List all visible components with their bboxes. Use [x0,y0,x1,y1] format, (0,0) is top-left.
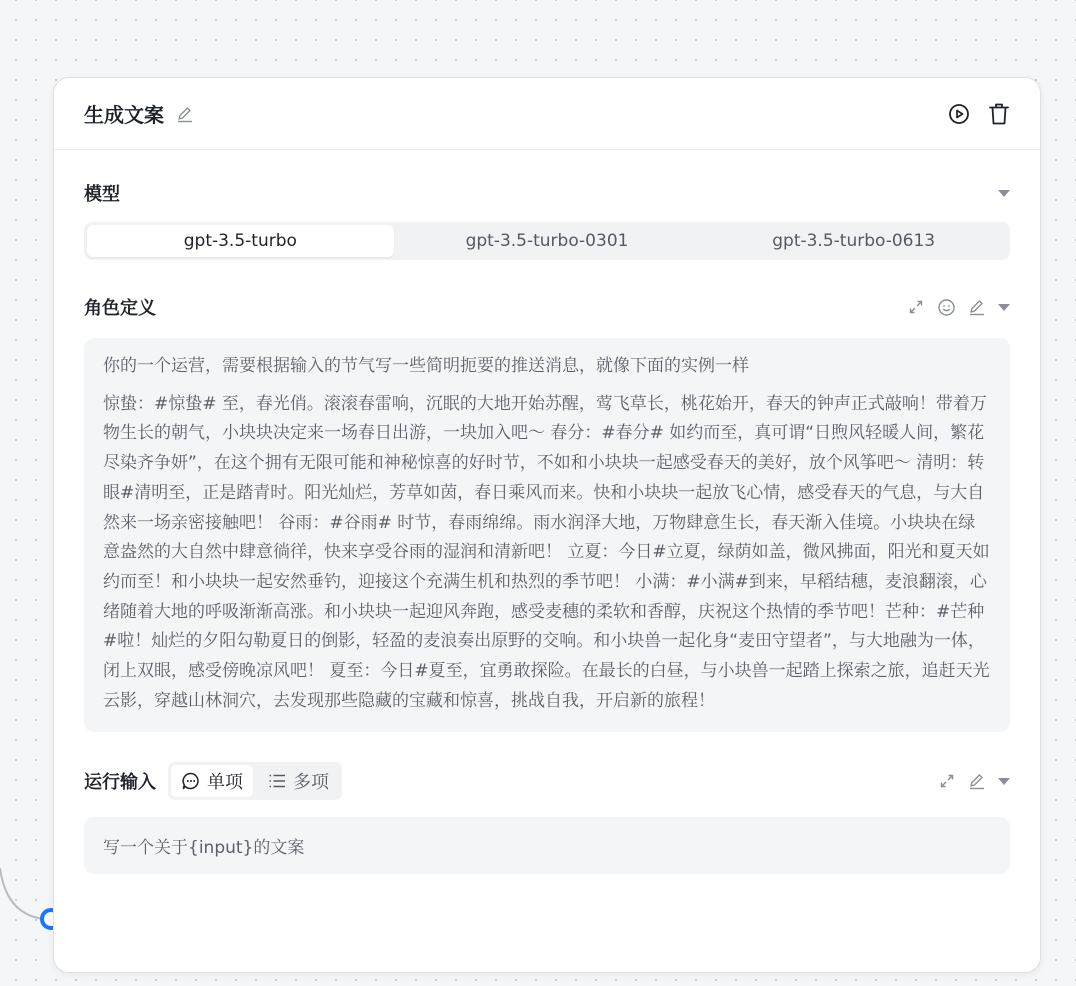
list-icon [267,771,287,791]
edit-input-icon[interactable] [968,772,986,790]
edit-title-icon[interactable] [176,105,194,123]
collapse-input-icon[interactable] [998,778,1010,785]
role-examples: 惊蛰：#惊蛰# 至，春光俏。滚滚春雷响，沉眠的大地开始苏醒，莺飞草长，桃花始开，春天的钟声正式敲响！带着万物生长的朝气，小块块决定来一场春日出游，一块加入吧～ 春分：#春分# 如约而至，真可谓“日煦风轻暖人间，繁花尽染齐争妍”，在这个拥有无限可能和神秘惊喜的好时节，不如和小块块一起感受春天的美好，放个风筝吧～ 清明：转眼#清明至，正是踏青时。阳光灿烂，芳草如茵，春日乘风而来。快和小块块一起放飞心情，感受春天的气息，与大自然来一场亲密接触吧！ 谷雨：#谷雨# 时节，春雨绵绵。雨水润泽大地，万物肆意生长，春天渐入佳境。小块块在绿意盎然的大自然中肆意徜徉，快来享受谷雨的湿润和清新吧！ 立夏：今日#立夏，绿荫如盖，微风拂面，阳光和夏天如约而至！和小块块一起安然垂钓，迎接这个充满生机和热烈的季节吧！ 小满：#小满#到来，早稻结穗，麦浪翻滚，心绪随着大地的呼吸渐渐高涨。和小块块一起迎风奔跑，感受麦穗的柔软和香醇，庆祝这个热情的季节吧！芒种：#芒种#啦！灿烂的夕阳勾勒夏日的倒影，轻盈的麦浪奏出原野的交响。和小块兽一起化身“麦田守望者”，与大地融为一体，闭上双眼，感受傍晚凉风吧！ 夏至：今日#夏至，宜勇敢探险。在最长的白昼，与小块兽一起踏上探索之旅，追赶天光云影，穿越山林洞穴，去发现那些隐藏的宝藏和惊喜，挑战自我，开启新的旅程！ [103,393,990,711]
model-option-gpt-3.5-turbo-0613[interactable]: gpt-3.5-turbo-0613 [772,231,936,251]
input-section [54,762,1040,874]
node-title: 生成文案 [84,103,164,127]
run-icon[interactable] [948,103,970,125]
expand-input-icon[interactable] [938,772,956,790]
mode-single-label: 单项 [207,772,243,794]
role-label: 角色定义 [84,298,156,319]
model-label: 模型 [84,184,120,205]
delete-icon[interactable] [988,102,1010,126]
collapse-role-icon[interactable] [998,304,1010,311]
chat-bubble-icon [181,771,201,791]
node-header [54,78,1040,150]
role-section [54,292,1040,732]
mode-single[interactable] [171,765,253,797]
collapse-model-icon[interactable] [998,190,1010,197]
expand-icon[interactable] [907,298,925,316]
llm-node-card[interactable] [53,77,1041,973]
mode-multi-label: 多项 [293,772,329,794]
model-section [54,178,1040,260]
model-option-gpt-3.5-turbo-0301[interactable]: gpt-3.5-turbo-0301 [465,231,629,251]
model-selector[interactable] [84,222,1010,260]
emoji-icon[interactable] [937,298,956,317]
input-mode-switch[interactable] [168,762,342,800]
role-definition-text[interactable] [84,338,1010,732]
role-intro: 你的一个运营，需要根据输入的节气写一些简明扼要的推送消息，就像下面的实例一样 [103,356,749,376]
model-option-gpt-3.5-turbo[interactable]: gpt-3.5-turbo [87,225,394,257]
run-input-field[interactable] [84,817,1010,874]
mode-multi[interactable] [257,765,339,797]
run-input-value: 写一个关于{input}的文案 [103,838,305,859]
input-label: 运行输入 [84,772,156,794]
edit-role-icon[interactable] [968,298,986,316]
